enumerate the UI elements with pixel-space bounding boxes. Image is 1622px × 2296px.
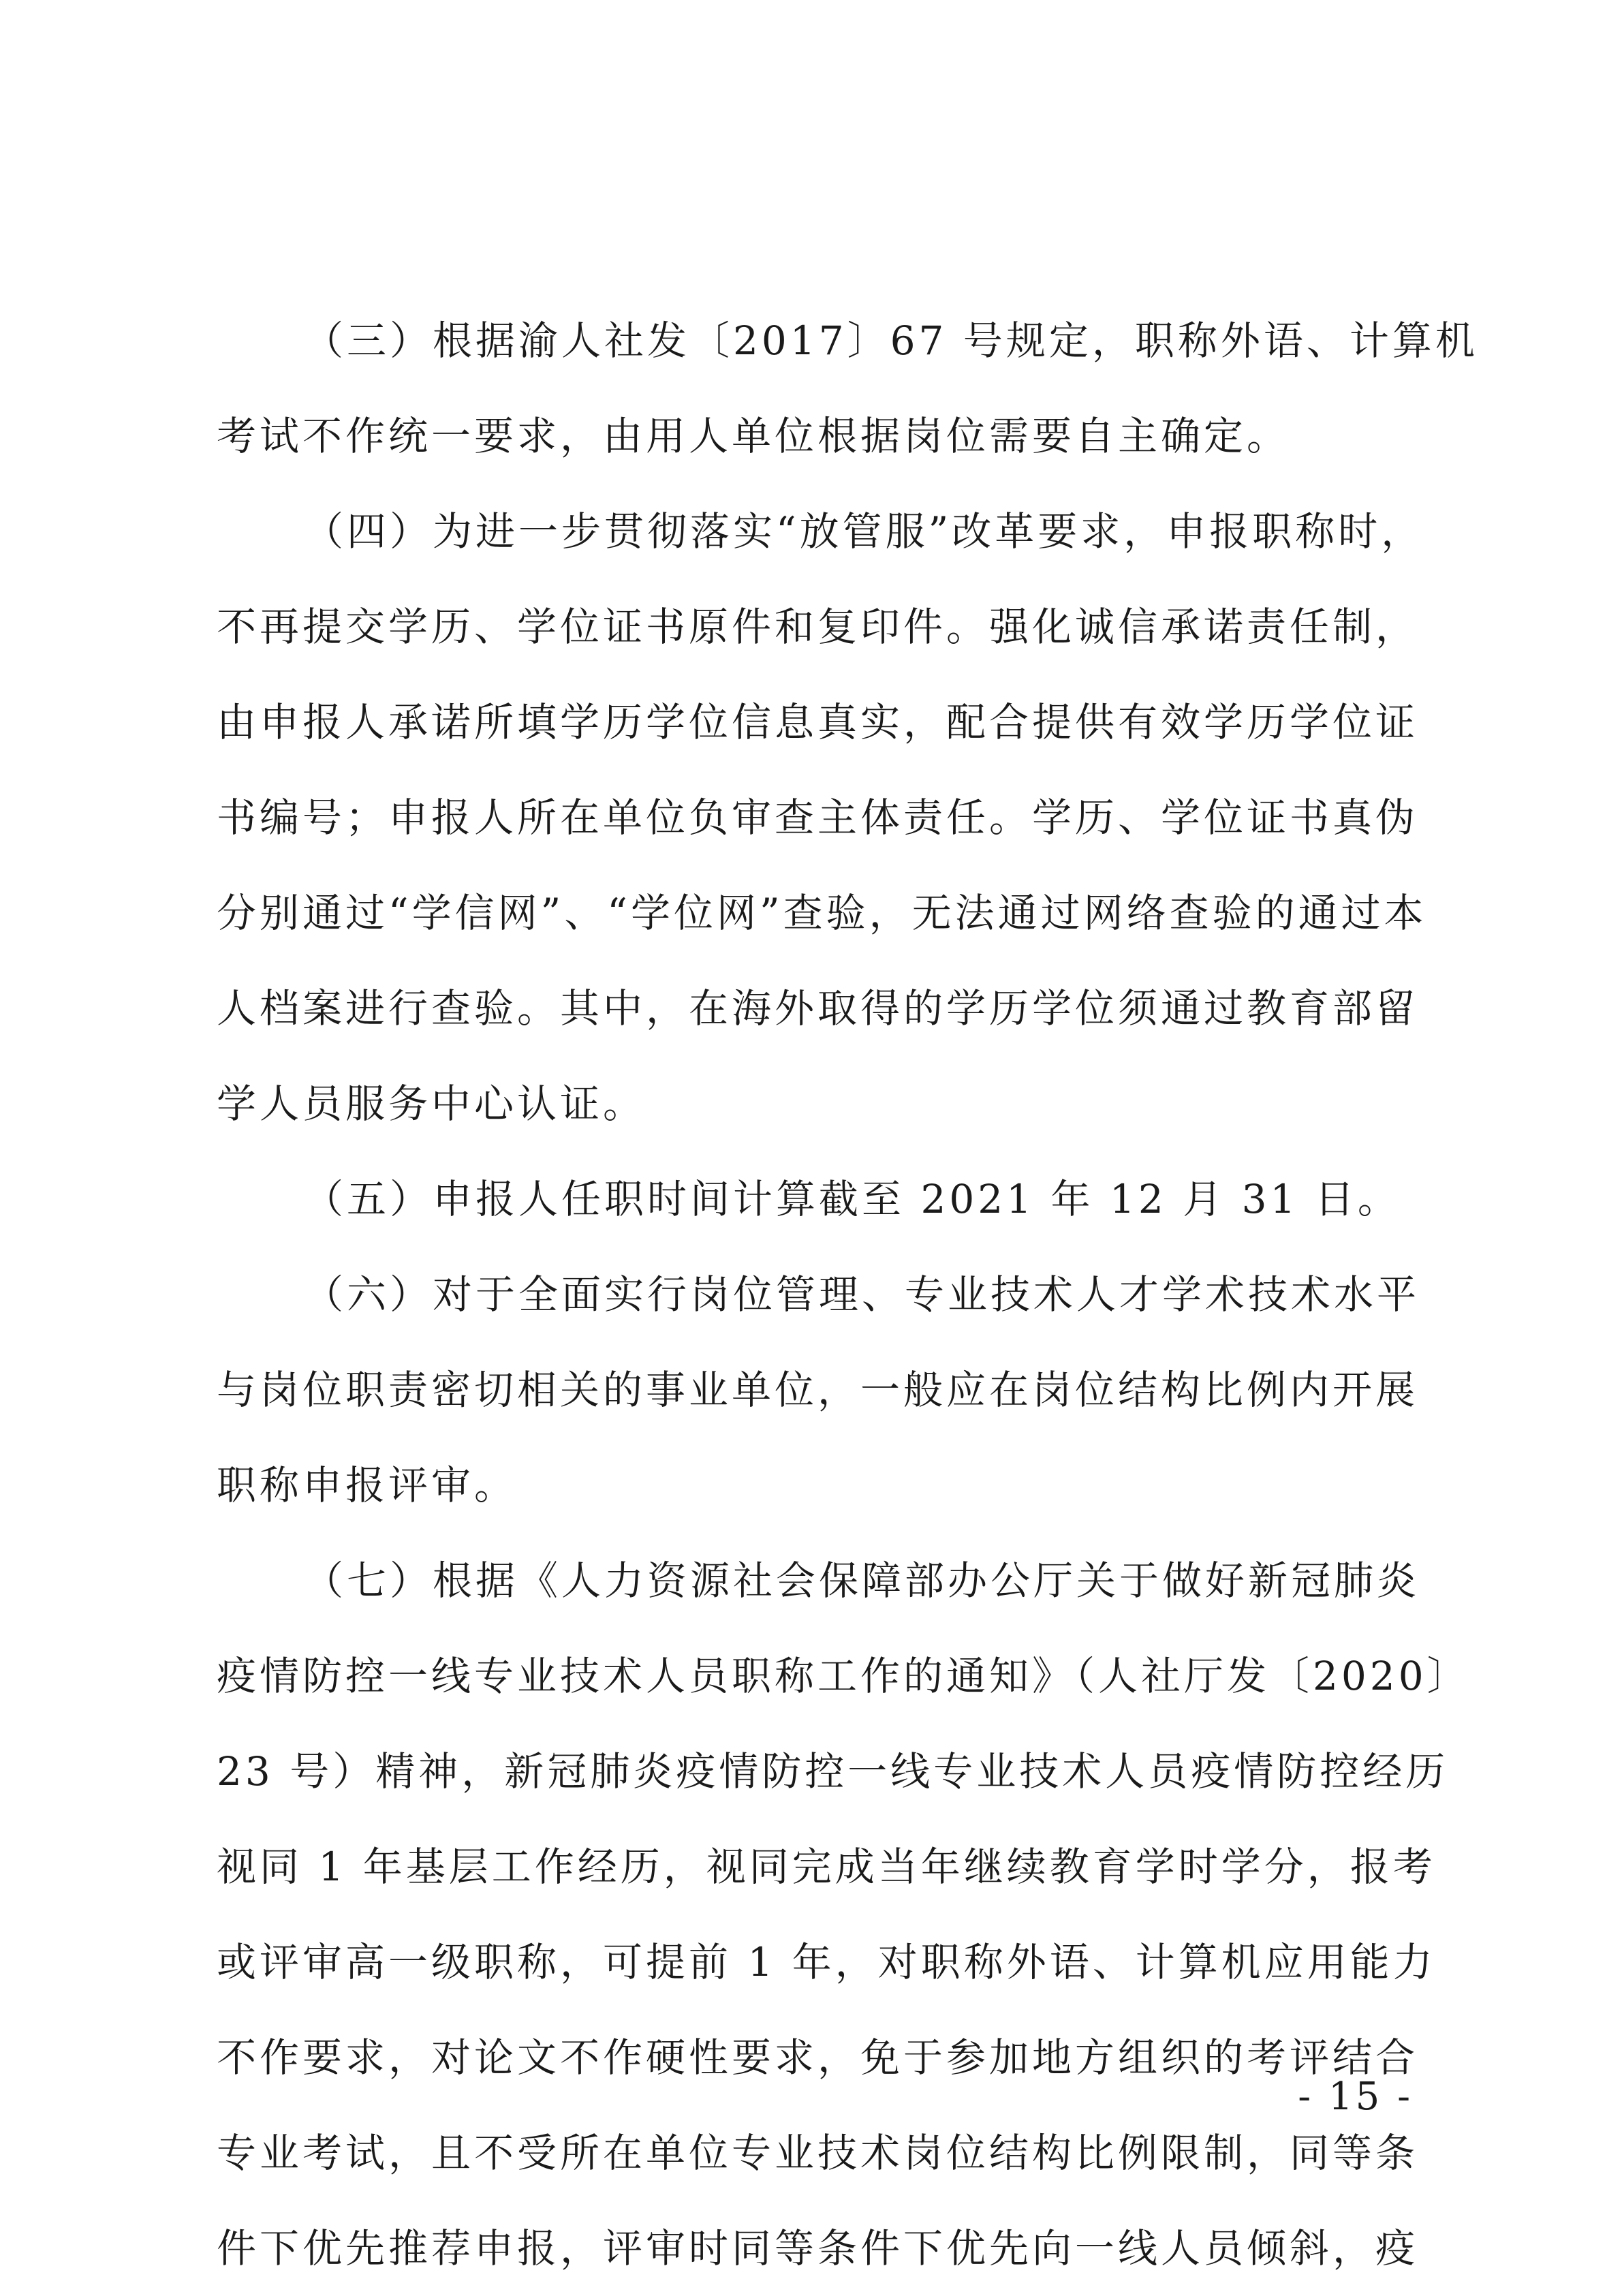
text-line: 考试不作统一要求，由用人单位根据岗位需要自主确定。 (217, 413, 1290, 459)
paragraph-4 (217, 484, 1427, 1151)
text-line: 不再提交学历、学位证书原件和复印件。强化诚信承诺责任制， (217, 604, 1419, 650)
text-line: （七）根据《人力资源社会保障部办公厅关于做好新冠肺炎 (304, 1557, 1420, 1604)
text-line: 不作要求，对论文不作硬性要求，免于参加地方组织的考评结合 (217, 2034, 1419, 2081)
text-line: 23 号）精神，新冠肺炎疫情防控一线专业技术人员疫情防控经历 (217, 1748, 1449, 1795)
text-line: （三）根据渝人社发〔2017〕67 号规定，职称外语、计算机 (304, 317, 1478, 364)
text-line: 人档案进行查验。其中，在海外取得的学历学位须通过教育部留 (217, 985, 1419, 1031)
paragraph-6 (217, 1247, 1420, 1533)
text-line: 由申报人承诺所填学历学位信息真实，配合提供有效学历学位证 (217, 699, 1419, 745)
text-line: 与岗位职责密切相关的事业单位，一般应在岗位结构比例内开展 (217, 1367, 1419, 1413)
text-line: 或评审高一级职称，可提前 1 年，对职称外语、计算机应用能力 (217, 1939, 1436, 1985)
text-line: 疫情防控一线专业技术人员职称工作的通知》（人社厅发〔2020〕 (217, 1653, 1470, 1699)
text-line: 职称申报评审。 (217, 1462, 518, 1508)
paragraph-5 (217, 1151, 1416, 1247)
text-line: 分别通过“学信网”、“学位网”查验，无法通过网络查验的通过本 (217, 890, 1427, 936)
text-line: 学人员服务中心认证。 (217, 1081, 646, 1127)
text-line: 件下优先推荐申报，评审时同等条件下优先向一线人员倾斜，疫 (217, 2225, 1419, 2271)
text-line: （五）申报人任职时间计算截至 2021 年 12 月 31 日。 (304, 1176, 1401, 1222)
text-line: 专业考试，且不受所在单位专业技术岗位结构比例限制，同等条 (217, 2130, 1419, 2176)
page-number: - 15 - (1298, 2075, 1413, 2119)
text-line: 视同 1 年基层工作经历，视同完成当年继续教育学时学分，报考 (217, 1844, 1436, 1890)
body-text (217, 293, 1478, 2296)
text-line: （六）对于全面实行岗位管理、专业技术人才学术技术水平 (304, 1271, 1420, 1318)
text-line: 书编号；申报人所在单位负审查主体责任。学历、学位证书真伪 (217, 794, 1419, 841)
paragraph-3 (217, 293, 1478, 484)
paragraph-7 (217, 1533, 1470, 2296)
text-line: （四）为进一步贯彻落实“放管服”改革要求，申报职称时， (304, 508, 1424, 555)
